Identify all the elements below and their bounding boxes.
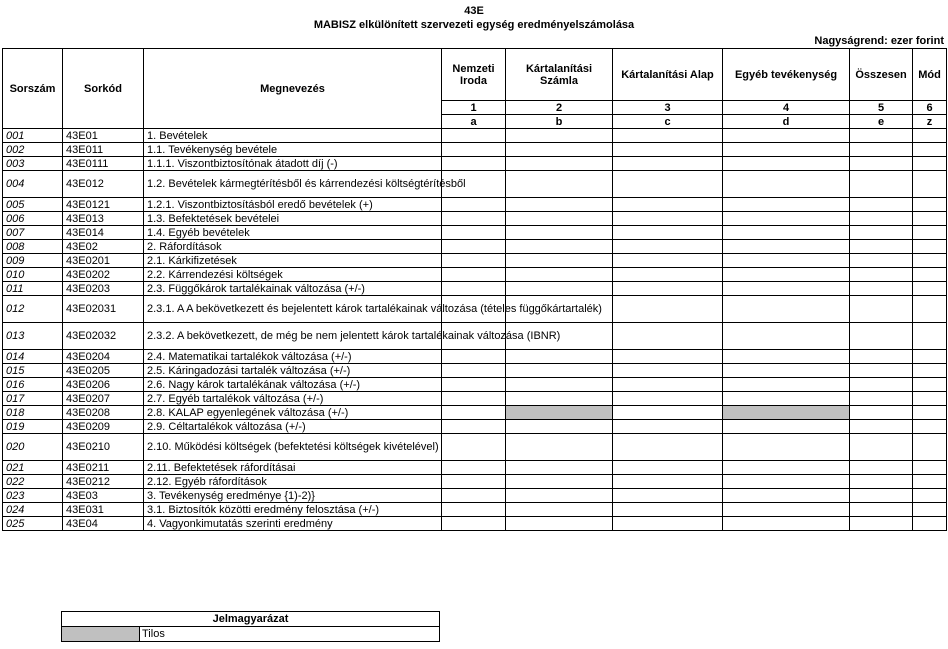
table-row xyxy=(3,475,947,489)
row-code: 43E0212 xyxy=(63,475,144,489)
value-cell[interactable] xyxy=(913,198,947,212)
row-index: 025 xyxy=(3,517,63,531)
value-cell[interactable] xyxy=(850,378,913,392)
value-cell[interactable] xyxy=(442,503,506,517)
row-name: 2.3. Függőkárok tartalékainak változása (+/-) xyxy=(144,282,442,296)
value-cell[interactable] xyxy=(442,157,506,171)
value-cell[interactable] xyxy=(723,364,850,378)
value-cell[interactable] xyxy=(850,157,913,171)
value-cell[interactable] xyxy=(613,296,723,323)
value-cell[interactable] xyxy=(442,143,506,157)
row-name: 1.4. Egyéb bevételek xyxy=(144,226,442,240)
table-row xyxy=(3,461,947,475)
value-cell[interactable] xyxy=(913,129,947,143)
row-index: 013 xyxy=(3,323,63,350)
value-cell[interactable] xyxy=(850,296,913,323)
value-cell[interactable] xyxy=(613,198,723,212)
value-cell[interactable] xyxy=(506,268,613,282)
value-cell[interactable] xyxy=(850,143,913,157)
value-cell[interactable] xyxy=(850,461,913,475)
value-cell[interactable] xyxy=(913,268,947,282)
row-index: 016 xyxy=(3,378,63,392)
row-name: 2.6. Nagy károk tartalékának változása (+/-) xyxy=(144,378,442,392)
value-cell[interactable] xyxy=(850,212,913,226)
value-cell[interactable] xyxy=(613,212,723,226)
value-cell[interactable] xyxy=(506,434,613,461)
value-cell[interactable] xyxy=(913,171,947,198)
row-name: 1.2.1. Viszontbiztosításból eredő bevételek (+) xyxy=(144,198,442,212)
row-code: 43E0203 xyxy=(63,282,144,296)
value-cell[interactable] xyxy=(723,157,850,171)
value-cell[interactable] xyxy=(850,392,913,406)
value-cell[interactable] xyxy=(613,503,723,517)
row-name: 3. Tevékenység eredménye {1)-2)} xyxy=(144,489,442,503)
col-number: 5 xyxy=(850,101,913,115)
value-cell[interactable] xyxy=(613,323,723,350)
row-index: 006 xyxy=(3,212,63,226)
row-index: 002 xyxy=(3,143,63,157)
table-row xyxy=(3,254,947,268)
value-cell[interactable] xyxy=(913,406,947,420)
col-letter: b xyxy=(506,115,613,129)
value-cell[interactable] xyxy=(850,129,913,143)
value-cell[interactable] xyxy=(506,282,613,296)
value-cell[interactable] xyxy=(850,489,913,503)
value-cell[interactable] xyxy=(723,254,850,268)
col-header-c5: Összesen xyxy=(850,49,913,101)
value-cell[interactable] xyxy=(850,475,913,489)
row-code: 43E014 xyxy=(63,226,144,240)
value-cell[interactable] xyxy=(850,171,913,198)
row-name: 2.2. Kárrendezési költségek xyxy=(144,268,442,282)
value-cell[interactable] xyxy=(442,268,506,282)
value-cell[interactable] xyxy=(506,143,613,157)
table-row xyxy=(3,212,947,226)
col-header-c2: Kártalanítási Számla xyxy=(506,49,613,101)
value-cell[interactable] xyxy=(723,171,850,198)
row-name: 2.1. Kárkifizetések xyxy=(144,254,442,268)
value-cell[interactable] xyxy=(723,296,850,323)
value-cell[interactable] xyxy=(506,461,613,475)
row-index: 021 xyxy=(3,461,63,475)
value-cell[interactable] xyxy=(850,434,913,461)
row-code: 43E03 xyxy=(63,489,144,503)
table-row xyxy=(3,392,947,406)
value-cell[interactable] xyxy=(723,282,850,296)
row-index: 022 xyxy=(3,475,63,489)
value-cell[interactable] xyxy=(613,143,723,157)
row-code: 43E0207 xyxy=(63,392,144,406)
row-name: 1.2. Bevételek kármegtérítésből és kárrendezési költségtérítésből xyxy=(144,171,442,198)
col-number: 4 xyxy=(723,101,850,115)
col-header-c4: Egyéb tevékenység xyxy=(723,49,850,101)
row-name: 2.9. Céltartalékok változása (+/-) xyxy=(144,420,442,434)
value-cell[interactable] xyxy=(506,503,613,517)
value-cell[interactable] xyxy=(442,364,506,378)
col-header-c1: Nemzeti Iroda xyxy=(442,49,506,101)
table-row xyxy=(3,323,947,350)
table-row xyxy=(3,226,947,240)
value-cell[interactable] xyxy=(506,378,613,392)
value-cell[interactable] xyxy=(913,143,947,157)
report-table xyxy=(2,48,947,531)
table-row xyxy=(3,268,947,282)
row-index: 005 xyxy=(3,198,63,212)
row-name: 2.5. Káringadozási tartalék változása (+/-) xyxy=(144,364,442,378)
table-row xyxy=(3,503,947,517)
value-cell[interactable] xyxy=(723,212,850,226)
value-cell[interactable] xyxy=(442,129,506,143)
row-name: 1.3. Befektetések bevételei xyxy=(144,212,442,226)
row-name: 2.11. Befektetések ráfordításai xyxy=(144,461,442,475)
row-name: 2.12. Egyéb ráfordítások xyxy=(144,475,442,489)
col-letter: c xyxy=(613,115,723,129)
row-code: 43E0204 xyxy=(63,350,144,364)
value-cell[interactable] xyxy=(850,240,913,254)
value-cell[interactable] xyxy=(723,489,850,503)
row-index: 024 xyxy=(3,503,63,517)
value-cell[interactable] xyxy=(506,129,613,143)
row-index: 003 xyxy=(3,157,63,171)
value-cell[interactable] xyxy=(913,434,947,461)
row-name: 1.1. Tevékenység bevétele xyxy=(144,143,442,157)
row-name: 1. Bevételek xyxy=(144,129,442,143)
row-code: 43E0206 xyxy=(63,378,144,392)
value-cell[interactable] xyxy=(442,489,506,503)
row-name: 2.7. Egyéb tartalékok változása (+/-) xyxy=(144,392,442,406)
value-cell[interactable] xyxy=(850,226,913,240)
value-cell[interactable] xyxy=(506,364,613,378)
col-letter: d xyxy=(723,115,850,129)
value-cell[interactable] xyxy=(723,198,850,212)
value-cell[interactable] xyxy=(723,420,850,434)
row-code: 43E0205 xyxy=(63,364,144,378)
row-index: 020 xyxy=(3,434,63,461)
row-code: 43E02031 xyxy=(63,296,144,323)
value-cell[interactable] xyxy=(723,129,850,143)
row-index: 023 xyxy=(3,489,63,503)
row-code: 43E04 xyxy=(63,517,144,531)
value-cell[interactable] xyxy=(723,240,850,254)
value-cell[interactable] xyxy=(913,282,947,296)
table-row xyxy=(3,406,947,420)
value-cell[interactable] xyxy=(723,461,850,475)
row-name: 2.4. Matematikai tartalékok változása (+/-) xyxy=(144,350,442,364)
row-index: 004 xyxy=(3,171,63,198)
value-cell[interactable] xyxy=(442,212,506,226)
row-code: 43E012 xyxy=(63,171,144,198)
value-cell[interactable] xyxy=(442,350,506,364)
value-cell[interactable] xyxy=(723,268,850,282)
value-cell[interactable] xyxy=(506,226,613,240)
value-cell[interactable] xyxy=(442,198,506,212)
value-cell[interactable] xyxy=(723,226,850,240)
row-index: 015 xyxy=(3,364,63,378)
value-cell[interactable] xyxy=(613,240,723,254)
table-row xyxy=(3,517,947,531)
value-cell[interactable] xyxy=(613,282,723,296)
col-header-c6: Mód xyxy=(913,49,947,101)
value-cell[interactable] xyxy=(913,461,947,475)
value-cell[interactable] xyxy=(506,420,613,434)
value-cell[interactable] xyxy=(723,350,850,364)
value-cell[interactable] xyxy=(913,475,947,489)
table-row xyxy=(3,157,947,171)
value-cell[interactable] xyxy=(506,157,613,171)
col-number: 1 xyxy=(442,101,506,115)
value-cell[interactable] xyxy=(506,489,613,503)
row-index: 011 xyxy=(3,282,63,296)
row-index: 019 xyxy=(3,420,63,434)
value-cell[interactable] xyxy=(613,129,723,143)
value-cell[interactable] xyxy=(723,323,850,350)
value-cell[interactable] xyxy=(850,198,913,212)
table-row xyxy=(3,489,947,503)
value-cell[interactable] xyxy=(723,434,850,461)
value-cell[interactable] xyxy=(613,171,723,198)
col-letter: a xyxy=(442,115,506,129)
row-name: 2.10. Működési költségek (befektetési költségek kivételével) xyxy=(144,434,442,461)
row-code: 43E0121 xyxy=(63,198,144,212)
legend-table xyxy=(61,611,440,642)
value-cell[interactable] xyxy=(442,254,506,268)
col-header-c3: Kártalanítási Alap xyxy=(613,49,723,101)
value-cell-forbidden xyxy=(723,406,850,420)
row-index: 014 xyxy=(3,350,63,364)
col-header-sorszam: Sorszám xyxy=(3,49,63,129)
row-index: 017 xyxy=(3,392,63,406)
row-name: 1.1.1. Viszontbiztosítónak átadott díj (-) xyxy=(144,157,442,171)
value-cell[interactable] xyxy=(913,392,947,406)
value-cell[interactable] xyxy=(442,461,506,475)
value-cell[interactable] xyxy=(850,268,913,282)
row-code: 43E031 xyxy=(63,503,144,517)
value-cell[interactable] xyxy=(442,240,506,254)
table-row xyxy=(3,350,947,364)
value-cell[interactable] xyxy=(442,420,506,434)
value-cell[interactable] xyxy=(506,350,613,364)
table-row xyxy=(3,143,947,157)
table-row xyxy=(3,378,947,392)
table-row xyxy=(3,282,947,296)
value-cell[interactable] xyxy=(613,475,723,489)
row-index: 008 xyxy=(3,240,63,254)
value-cell[interactable] xyxy=(442,378,506,392)
value-cell[interactable] xyxy=(913,378,947,392)
row-index: 010 xyxy=(3,268,63,282)
table-row xyxy=(3,434,947,461)
value-cell[interactable] xyxy=(613,254,723,268)
value-cell[interactable] xyxy=(723,378,850,392)
value-cell[interactable] xyxy=(613,268,723,282)
legend-swatch xyxy=(62,627,140,642)
value-cell[interactable] xyxy=(613,461,723,475)
col-number: 3 xyxy=(613,101,723,115)
value-cell[interactable] xyxy=(506,171,613,198)
value-cell[interactable] xyxy=(442,282,506,296)
value-cell[interactable] xyxy=(442,226,506,240)
value-cell[interactable] xyxy=(613,226,723,240)
table-row xyxy=(3,296,947,323)
row-name: 2.3.1. A A bekövetkezett és bejelentett károk tartalékainak változása (tételes függőkártartalék) xyxy=(144,296,442,323)
table-row xyxy=(3,198,947,212)
value-cell[interactable] xyxy=(506,517,613,531)
col-number: 6 xyxy=(913,101,947,115)
value-cell[interactable] xyxy=(723,517,850,531)
table-row xyxy=(3,240,947,254)
value-cell[interactable] xyxy=(913,503,947,517)
row-code: 43E0209 xyxy=(63,420,144,434)
row-code: 43E0210 xyxy=(63,434,144,461)
value-cell[interactable] xyxy=(506,392,613,406)
value-cell[interactable] xyxy=(613,392,723,406)
value-cell[interactable] xyxy=(913,240,947,254)
value-cell[interactable] xyxy=(850,254,913,268)
col-letter: z xyxy=(913,115,947,129)
value-cell[interactable] xyxy=(850,503,913,517)
form-code: 43E xyxy=(464,5,484,17)
value-cell[interactable] xyxy=(613,420,723,434)
value-cell[interactable] xyxy=(850,517,913,531)
row-index: 009 xyxy=(3,254,63,268)
value-cell[interactable] xyxy=(613,517,723,531)
value-cell[interactable] xyxy=(613,350,723,364)
value-cell[interactable] xyxy=(723,392,850,406)
value-cell[interactable] xyxy=(442,434,506,461)
row-code: 43E0208 xyxy=(63,406,144,420)
value-cell[interactable] xyxy=(850,406,913,420)
form-title: MABISZ elkülönített szervezeti egység eredményelszámolása xyxy=(313,19,635,31)
col-header-sorkod: Sorkód xyxy=(63,49,144,129)
value-cell[interactable] xyxy=(913,254,947,268)
row-code: 43E01 xyxy=(63,129,144,143)
value-cell[interactable] xyxy=(913,323,947,350)
value-cell[interactable] xyxy=(613,378,723,392)
value-cell[interactable] xyxy=(442,517,506,531)
row-code: 43E02032 xyxy=(63,323,144,350)
value-cell[interactable] xyxy=(723,143,850,157)
row-code: 43E013 xyxy=(63,212,144,226)
col-letter: e xyxy=(850,115,913,129)
legend-title: Jelmagyarázat xyxy=(62,612,440,627)
value-cell[interactable] xyxy=(506,240,613,254)
row-code: 43E0211 xyxy=(63,461,144,475)
value-cell[interactable] xyxy=(506,198,613,212)
value-cell[interactable] xyxy=(850,350,913,364)
row-name: 2. Ráfordítások xyxy=(144,240,442,254)
row-name: 3.1. Biztosítók közötti eredmény felosztása (+/-) xyxy=(144,503,442,517)
value-cell[interactable] xyxy=(506,254,613,268)
table-row xyxy=(3,364,947,378)
value-cell[interactable] xyxy=(506,212,613,226)
row-index: 012 xyxy=(3,296,63,323)
unit-label: Nagyságrend: ezer forint xyxy=(814,35,944,47)
row-code: 43E011 xyxy=(63,143,144,157)
legend-tilos-label: Tilos xyxy=(140,627,440,642)
table-row xyxy=(3,420,947,434)
value-cell-forbidden xyxy=(506,406,613,420)
value-cell[interactable] xyxy=(442,406,506,420)
value-cell[interactable] xyxy=(913,489,947,503)
row-name: 2.8. KALAP egyenlegének változása (+/-) xyxy=(144,406,442,420)
row-code: 43E02 xyxy=(63,240,144,254)
table-row xyxy=(3,171,947,198)
value-cell[interactable] xyxy=(723,503,850,517)
value-cell[interactable] xyxy=(913,226,947,240)
row-code: 43E0202 xyxy=(63,268,144,282)
value-cell[interactable] xyxy=(613,489,723,503)
value-cell[interactable] xyxy=(850,282,913,296)
value-cell[interactable] xyxy=(850,323,913,350)
row-name: 2.3.2. A bekövetkezett, de még be nem jelentett károk tartalékainak változása (IBNR) xyxy=(144,323,442,350)
row-code: 43E0111 xyxy=(63,157,144,171)
value-cell[interactable] xyxy=(850,420,913,434)
row-code: 43E0201 xyxy=(63,254,144,268)
value-cell[interactable] xyxy=(850,364,913,378)
value-cell[interactable] xyxy=(442,475,506,489)
col-number: 2 xyxy=(506,101,613,115)
value-cell[interactable] xyxy=(913,212,947,226)
value-cell[interactable] xyxy=(723,475,850,489)
value-cell[interactable] xyxy=(442,392,506,406)
value-cell[interactable] xyxy=(913,157,947,171)
value-cell[interactable] xyxy=(913,296,947,323)
value-cell[interactable] xyxy=(613,157,723,171)
value-cell[interactable] xyxy=(913,517,947,531)
value-cell[interactable] xyxy=(613,406,723,420)
row-name: 4. Vagyonkimutatás szerinti eredmény xyxy=(144,517,442,531)
value-cell[interactable] xyxy=(913,350,947,364)
row-index: 001 xyxy=(3,129,63,143)
value-cell[interactable] xyxy=(506,475,613,489)
row-index: 007 xyxy=(3,226,63,240)
value-cell[interactable] xyxy=(613,364,723,378)
row-index: 018 xyxy=(3,406,63,420)
value-cell[interactable] xyxy=(913,364,947,378)
value-cell[interactable] xyxy=(613,434,723,461)
value-cell[interactable] xyxy=(913,420,947,434)
table-row xyxy=(3,129,947,143)
col-header-megnevezes: Megnevezés xyxy=(144,49,442,129)
